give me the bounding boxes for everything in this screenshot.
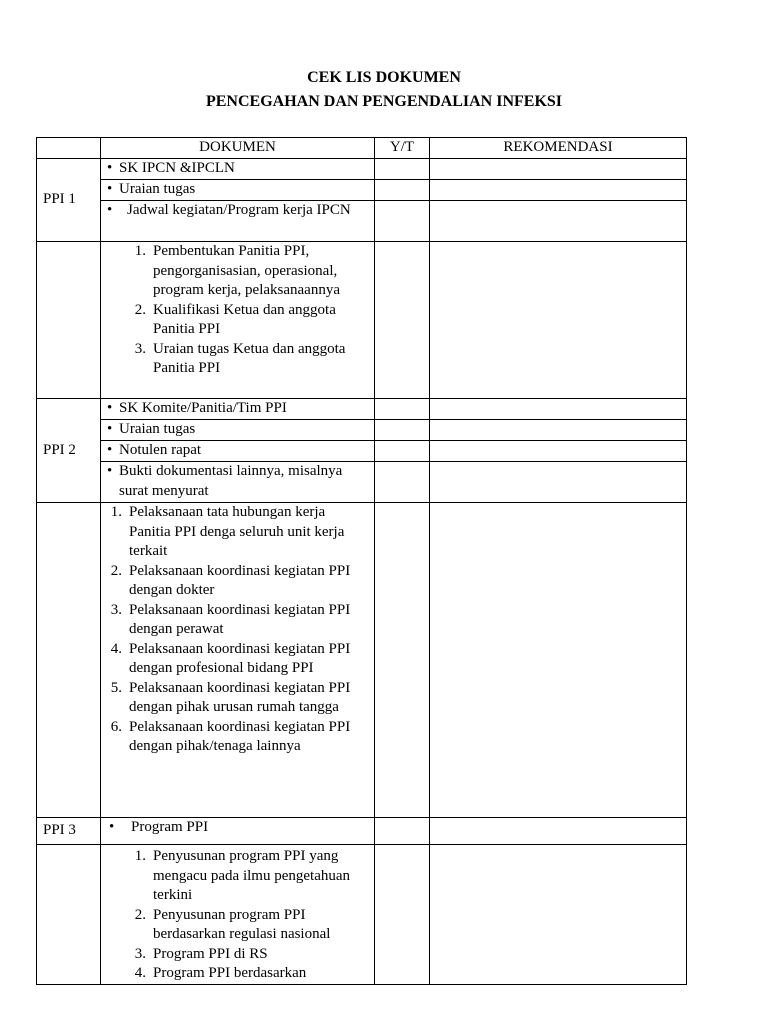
yt-cell[interactable] — [375, 242, 430, 399]
rekomendasi-cell[interactable] — [430, 201, 687, 242]
ppi2-bullet-1-cell — [101, 399, 375, 420]
yt-cell[interactable] — [375, 503, 430, 818]
ppi3-numbered-list — [101, 847, 374, 984]
rekomendasi-cell[interactable] — [430, 399, 687, 420]
list-item: 4. Pelaksanaan koordinasi kegiatan PPI dengan profesional bidang PPI — [110, 640, 351, 676]
yt-cell[interactable] — [375, 462, 430, 503]
ppi1-numbered-list — [101, 242, 374, 379]
empty-code-cell — [37, 503, 101, 818]
header-yt: Y/T — [375, 138, 430, 159]
list-item: 3. Pelaksanaan koordinasi kegiatan PPI dengan perawat — [110, 601, 351, 637]
table-row — [37, 462, 687, 503]
rekomendasi-cell[interactable] — [430, 818, 687, 845]
list-item: 1. Pembentukan Panitia PPI, pengorganisasian, operasional, program kerja, pelaksanaannya — [134, 243, 340, 298]
rekomendasi-cell[interactable] — [430, 503, 687, 818]
ppi2-bullet-3: Notulen rapat — [119, 442, 202, 458]
table-row — [37, 180, 687, 201]
ppi2-numbered-list — [101, 503, 374, 757]
ppi1-bullet-1-cell — [101, 159, 375, 180]
bullet-icon: • — [107, 160, 113, 176]
ppi2-code: PPI 2 — [37, 399, 101, 503]
yt-cell[interactable] — [375, 420, 430, 441]
list-item: 1. Penyusunan program PPI yang mengacu pada ilmu pengetahuan terkini — [134, 848, 351, 903]
table-row — [37, 845, 687, 985]
table-row — [37, 818, 687, 845]
ppi2-list-cell — [101, 503, 375, 818]
yt-cell[interactable] — [375, 399, 430, 420]
list-item: 2. Penyusunan program PPI berdasarkan regulasi nasional — [134, 906, 331, 942]
list-item: 4. Program PPI berdasarkan — [134, 965, 307, 981]
table-row — [37, 159, 687, 180]
list-item: 3. Uraian tugas Ketua dan anggota Panitia PPI — [134, 340, 346, 376]
bullet-icon: • — [107, 202, 113, 218]
ppi2-bullet-2-cell — [101, 420, 375, 441]
rekomendasi-cell[interactable] — [430, 441, 687, 462]
table-row — [37, 242, 687, 399]
ppi2-bullet-1: SK Komite/Panitia/Tim PPI — [119, 400, 287, 416]
ppi2-bullet-4-cell — [101, 462, 375, 503]
yt-cell[interactable] — [375, 818, 430, 845]
table-row — [37, 503, 687, 818]
bullet-icon: • — [107, 181, 113, 197]
rekomendasi-cell[interactable] — [430, 845, 687, 985]
table-row — [37, 399, 687, 420]
table-header-row — [37, 138, 687, 159]
ppi1-bullet-1: SK IPCN &IPCLN — [119, 160, 235, 176]
rekomendasi-cell[interactable] — [430, 159, 687, 180]
table-row — [37, 201, 687, 242]
ppi1-bullet-2: Uraian tugas — [119, 181, 196, 197]
rekomendasi-cell[interactable] — [430, 242, 687, 399]
ppi2-bullet-3-cell — [101, 441, 375, 462]
list-item: 1. Pelaksanaan tata hubungan kerja Panitia PPI denga seluruh unit kerja terkait — [110, 504, 345, 559]
yt-cell[interactable] — [375, 441, 430, 462]
rekomendasi-cell[interactable] — [430, 420, 687, 441]
document-subtitle: PENCEGAHAN DAN PENGENDALIAN INFEKSI — [205, 93, 563, 110]
bullet-icon: • — [107, 421, 113, 437]
rekomendasi-cell[interactable] — [430, 462, 687, 503]
list-item: 2. Kualifikasi Ketua dan anggota Panitia PPI — [134, 301, 336, 337]
rekomendasi-cell[interactable] — [430, 180, 687, 201]
ppi1-code: PPI 1 — [37, 159, 101, 242]
ppi3-bullet-1: Program PPI — [131, 819, 209, 835]
header-rekomendasi: REKOMENDASI — [430, 138, 687, 159]
ppi1-bullet-3: Jadwal kegiatan/Program kerja IPCN — [127, 202, 351, 218]
empty-code-cell — [37, 845, 101, 985]
ppi3-bullet-1-cell — [101, 818, 375, 845]
empty-code-cell — [37, 242, 101, 399]
bullet-icon: • — [109, 819, 115, 835]
table-row — [37, 420, 687, 441]
yt-cell[interactable] — [375, 201, 430, 242]
ppi2-bullet-2: Uraian tugas — [119, 421, 196, 437]
bullet-icon: • — [107, 400, 113, 416]
ppi1-bullet-3-cell — [101, 201, 375, 242]
yt-cell[interactable] — [375, 180, 430, 201]
header-dokumen: DOKUMEN — [101, 138, 375, 159]
list-item: 5. Pelaksanaan koordinasi kegiatan PPI dengan pihak urusan rumah tangga — [110, 679, 351, 715]
header-code — [37, 138, 101, 159]
ppi2-bullet-4: Bukti dokumentasi lainnya, misalnya surat menyurat — [119, 463, 343, 499]
list-item: 3. Program PPI di RS — [134, 945, 268, 962]
yt-cell[interactable] — [375, 159, 430, 180]
ppi1-list-cell — [101, 242, 375, 399]
ppi3-code: PPI 3 — [37, 818, 101, 845]
list-item: 6. Pelaksanaan koordinasi kegiatan PPI dengan pihak/tenaga lainnya — [110, 718, 351, 754]
ppi1-bullet-2-cell — [101, 180, 375, 201]
bullet-icon: • — [107, 463, 113, 479]
bullet-icon: • — [107, 442, 113, 458]
ppi3-list-cell — [101, 845, 375, 985]
document-title: CEK LIS DOKUMEN — [307, 69, 461, 86]
yt-cell[interactable] — [375, 845, 430, 985]
checklist-table — [36, 137, 687, 985]
table-row — [37, 441, 687, 462]
list-item: 2. Pelaksanaan koordinasi kegiatan PPI dengan dokter — [110, 562, 351, 598]
